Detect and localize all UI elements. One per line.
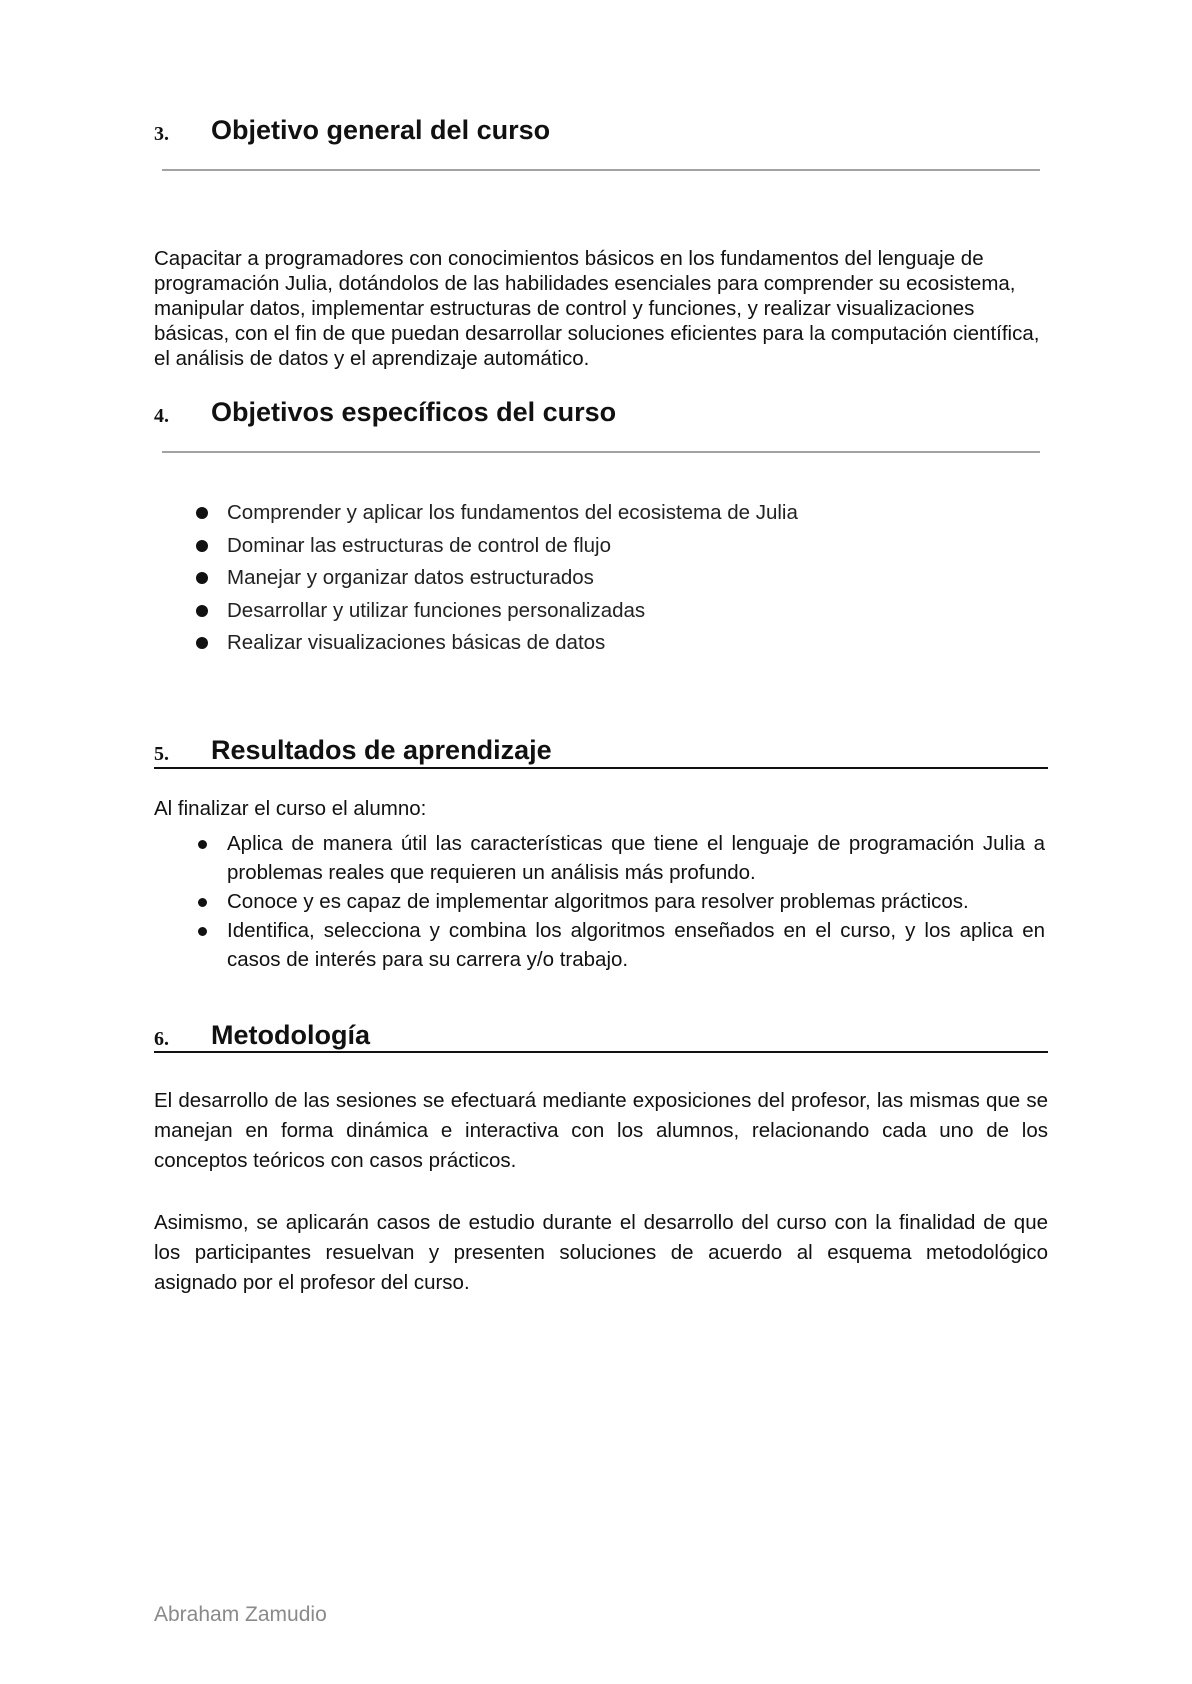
bullet-icon — [196, 572, 208, 584]
bullet-icon — [196, 540, 208, 552]
section-4-divider — [162, 451, 1040, 453]
bullet-icon — [198, 898, 207, 907]
section-6-underline — [154, 1051, 1048, 1053]
footer-author: Abraham Zamudio — [154, 1603, 327, 1626]
learning-outcomes-list — [227, 829, 1045, 974]
list-item: Comprender y aplicar los fundamentos del ecosistema de Julia — [227, 497, 1047, 530]
section-4-number: 4. — [154, 405, 169, 427]
specific-objectives-list — [227, 497, 1047, 660]
bullet-icon — [196, 637, 208, 649]
section-3-number: 3. — [154, 123, 169, 145]
section-3-divider — [162, 169, 1040, 171]
bullet-icon — [196, 507, 208, 519]
bullet-icon — [196, 605, 208, 617]
bullet-icon — [198, 840, 207, 849]
methodology-paragraph-2: Asimismo, se aplicarán casos de estudio durante el desarrollo del curso con la finalidad de que los participantes resuelvan y presenten soluciones de acuerdo al esquema metodológico asignado por el profesor del curso. — [154, 1211, 1048, 1294]
list-item: Conoce y es capaz de implementar algoritmos para resolver problemas prácticos. — [227, 887, 1045, 916]
section-5-number: 5. — [154, 743, 169, 765]
section-6-number: 6. — [154, 1028, 169, 1050]
list-item: Aplica de manera útil las características que tiene el lenguaje de programación Julia a problemas reales que requieren un análisis más profundo. — [227, 829, 1045, 887]
methodology-paragraph-1: El desarrollo de las sesiones se efectuará mediante exposiciones del profesor, las mismas que se manejan en forma dinámica e interactiva con los alumnos, relacionando cada uno de los conceptos teóricos con casos prácticos. — [154, 1089, 1048, 1172]
section-6-title: Metodología — [211, 1020, 370, 1050]
general-objective-paragraph: Capacitar a programadores con conocimientos básicos en los fundamentos del lenguaje de programación Julia, dotándolos de las habilidades esenciales para comprender su ecosistema, manipular datos, implementar estructuras de control y funciones, y realizar visualizaciones básicas, con el fin de que puedan desarrollar soluciones eficientes para la computación científica, el análisis de datos y el aprendizaje automático. — [154, 247, 1040, 370]
bullet-icon — [198, 927, 207, 936]
section-5-title: Resultados de aprendizaje — [211, 735, 552, 765]
section-4-title: Objetivos específicos del curso — [211, 397, 617, 427]
list-item: Identifica, selecciona y combina los algoritmos enseñados en el curso, y los aplica en casos de interés para su carrera y/o trabajo. — [227, 916, 1045, 974]
list-item: Desarrollar y utilizar funciones personalizadas — [227, 595, 1047, 628]
list-item: Manejar y organizar datos estructurados — [227, 562, 1047, 595]
learning-outcomes-intro: Al finalizar el curso el alumno: — [154, 797, 427, 820]
list-item: Realizar visualizaciones básicas de datos — [227, 627, 1047, 660]
section-5-underline — [154, 767, 1048, 769]
list-item: Dominar las estructuras de control de flujo — [227, 530, 1047, 563]
section-3-title: Objetivo general del curso — [211, 115, 551, 145]
